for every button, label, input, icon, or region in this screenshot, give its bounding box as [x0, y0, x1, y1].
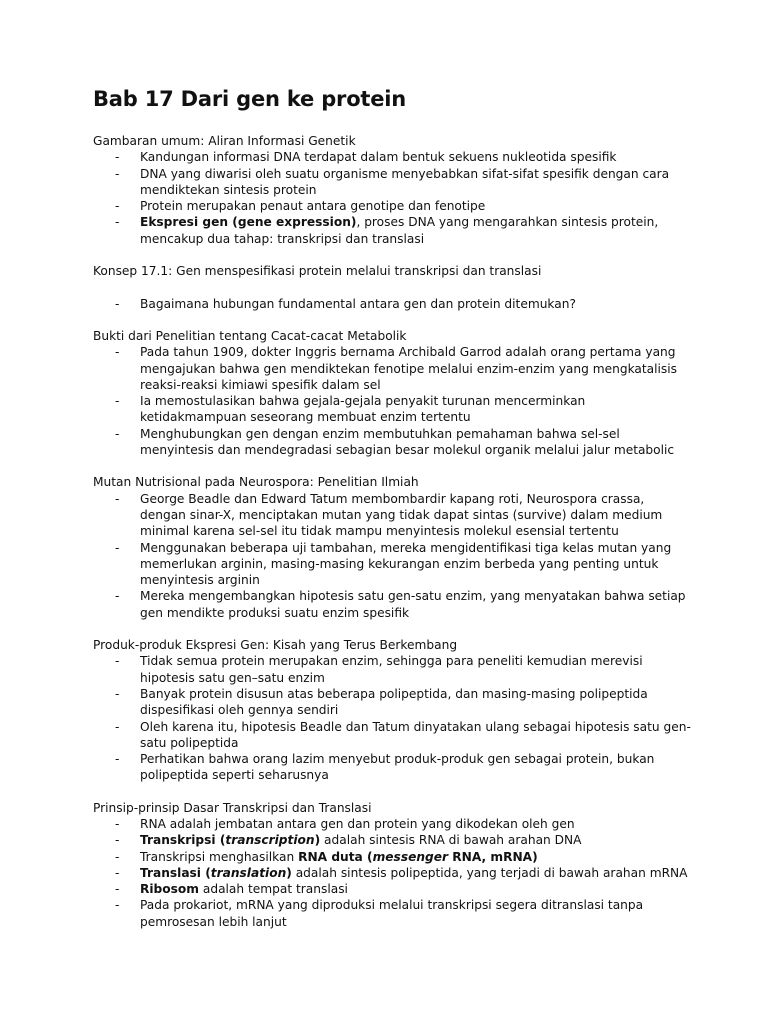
dash-bullet-icon: -: [115, 752, 120, 767]
dash-bullet-icon: -: [115, 215, 120, 230]
dash-bullet-icon: -: [115, 833, 120, 848]
document-body: [93, 133, 693, 930]
section-heading: Prinsip-prinsip Dasar Transkripsi dan Translasi: [93, 800, 372, 815]
text-run: Protein merupakan penaut antara genotipe dan fenotipe: [140, 199, 486, 214]
text-run: messenger: [372, 849, 449, 864]
bullet-list: [93, 653, 693, 783]
text-run: adalah tempat translasi: [199, 882, 348, 897]
text-run: Menghubungkan gen dengan enzim membutuhkan pemahaman bahwa sel-sel menyintesis dan mendegradasi sebagian besar molekul organik melalui jalur metabolic: [140, 426, 675, 458]
text-run: George Beadle dan Edward Tatum membombardir kapang roti, Neurospora crassa, dengan sinar-X, menciptakan mutan yang tidak dapat sintas (survive) dalam medium minimal karena sel-sel itu tidak mampu menyintesis molekul esensial tertentu: [140, 491, 663, 539]
text-run: Transkripsi (: [140, 833, 226, 848]
text-run: transcription: [225, 833, 315, 848]
text-run: Perhatikan bahwa orang lazim menyebut produk-produk gen sebagai protein, bukan polipeptida seperti seharusnya: [140, 752, 655, 783]
text-run: Kandungan informasi DNA terdapat dalam bentuk sekuens nukleotida spesifik: [140, 150, 617, 165]
dash-bullet-icon: -: [115, 150, 120, 165]
list-item: [93, 149, 693, 165]
section-heading: Bukti dari Penelitian tentang Cacat-cacat Metabolik: [93, 328, 407, 343]
bullet-list: [93, 816, 693, 930]
list-item: [93, 865, 693, 881]
list-item: [93, 897, 693, 930]
list-item: [93, 653, 693, 686]
list-item: [93, 344, 693, 393]
section: [93, 328, 693, 458]
section: [93, 637, 693, 784]
list-item: [93, 588, 693, 621]
text-run: Ribosom: [140, 882, 199, 897]
text-run: Oleh karena itu, hipotesis Beadle dan Tatum dinyatakan ulang sebagai hipotesis satu gen-satu polipeptida: [140, 719, 691, 750]
list-item: [93, 849, 693, 865]
dash-bullet-icon: -: [115, 898, 120, 913]
list-item: [93, 719, 693, 752]
text-run: Tidak semua protein merupakan enzim, sehingga para peneliti kemudian merevisi hipotesis satu gen–satu enzim: [140, 654, 643, 685]
dash-bullet-icon: -: [115, 394, 120, 409]
text-run: Menggunakan beberapa uji tambahan, mereka mengidentifikasi tiga kelas mutan yang memerlukan arginin, masing-masing kekurangan enzim berbeda yang penting untuk menyintesis arginin: [140, 540, 672, 588]
dash-bullet-icon: -: [115, 296, 120, 311]
list-item: [93, 166, 693, 199]
dash-bullet-icon: -: [115, 589, 120, 604]
text-run: , proses DNA yang mengarahkan sintesis protein, mencakup dua tahap: transkripsi dan translasi: [140, 215, 659, 246]
dash-bullet-icon: -: [115, 540, 120, 555]
text-run: adalah sintesis polipeptida, yang terjadi di bawah arahan mRNA: [291, 865, 688, 880]
text-run: Bagaimana hubungan fundamental antara gen dan protein ditemukan?: [140, 296, 576, 311]
text-run: ): [286, 865, 292, 880]
list-item: [93, 832, 693, 848]
dash-bullet-icon: -: [115, 199, 120, 214]
dash-bullet-icon: -: [115, 426, 120, 441]
page-title: Bab 17 Dari gen ke protein: [93, 87, 407, 111]
text-run: Ia memostulasikan bahwa gejala-gejala penyakit turunan mencerminkan ketidakmampuan seseorang membuat enzim tertentu: [140, 394, 586, 425]
list-item: [93, 198, 693, 214]
section-heading: Konsep 17.1: Gen menspesifikasi protein melalui transkripsi dan translasi: [93, 264, 542, 279]
dash-bullet-icon: -: [115, 491, 120, 506]
list-item: [93, 881, 693, 897]
bullet-list: [93, 344, 693, 458]
text-run: RNA, mRNA): [448, 849, 538, 864]
bullet-list: [93, 149, 693, 247]
list-item: [93, 540, 693, 589]
document-page: [93, 86, 693, 946]
section: [93, 263, 693, 312]
list-item: [93, 491, 693, 540]
text-run: Transkripsi menghasilkan: [140, 849, 299, 864]
dash-bullet-icon: -: [115, 882, 120, 897]
bullet-list: [93, 296, 693, 312]
text-run: RNA duta (: [298, 849, 373, 864]
text-run: Pada tahun 1909, dokter Inggris bernama Archibald Garrod adalah orang pertama yang mengajukan bahwa gen mendiktekan fenotipe melalui enzim-enzim yang mengkatalisis reaksi-reaksi kimiawi spesifik dalam sel: [140, 345, 677, 392]
dash-bullet-icon: -: [115, 654, 120, 669]
list-item: [93, 751, 693, 784]
text-run: RNA adalah jembatan antara gen dan protein yang dikodekan oleh gen: [140, 816, 575, 831]
dash-bullet-icon: -: [115, 849, 120, 864]
section-heading: Mutan Nutrisional pada Neurospora: Penelitian Ilmiah: [93, 475, 419, 490]
text-run: adalah sintesis RNA di bawah arahan DNA: [320, 833, 582, 848]
dash-bullet-icon: -: [115, 816, 120, 831]
list-item: [93, 686, 693, 719]
dash-bullet-icon: -: [115, 865, 120, 880]
list-item: [93, 816, 693, 832]
text-run: translation: [210, 865, 287, 880]
dash-bullet-icon: -: [115, 719, 120, 734]
text-run: Translasi (: [140, 865, 211, 880]
list-item: [93, 426, 693, 459]
text-run: DNA yang diwarisi oleh suatu organisme menyebabkan sifat-sifat spesifik dengan cara mendiktekan sintesis protein: [140, 166, 670, 197]
section: [93, 133, 693, 247]
list-item: [93, 393, 693, 426]
text-run: Mereka mengembangkan hipotesis satu gen-satu enzim, yang menyatakan bahwa setiap gen mendikte produksi suatu enzim spesifik: [140, 589, 686, 620]
list-item: [93, 296, 693, 312]
text-run: ): [314, 833, 321, 848]
dash-bullet-icon: -: [115, 345, 120, 360]
dash-bullet-icon: -: [115, 686, 120, 701]
section: [93, 800, 693, 930]
section: [93, 474, 693, 621]
section-heading: Produk-produk Ekspresi Gen: Kisah yang Terus Berkembang: [93, 638, 458, 653]
list-item: [93, 214, 693, 247]
text-run: Pada prokariot, mRNA yang diproduksi melalui transkripsi segera ditranslasi tanpa pemrosesan lebih lanjut: [140, 898, 644, 929]
text-run: Banyak protein disusun atas beberapa polipeptida, dan masing-masing polipeptida dispesifikasi oleh gennya sendiri: [140, 686, 648, 718]
section-heading: Gambaran umum: Aliran Informasi Genetik: [93, 134, 356, 148]
text-run: Ekspresi gen (gene expression): [140, 215, 357, 230]
bullet-list: [93, 491, 693, 621]
dash-bullet-icon: -: [115, 166, 120, 181]
